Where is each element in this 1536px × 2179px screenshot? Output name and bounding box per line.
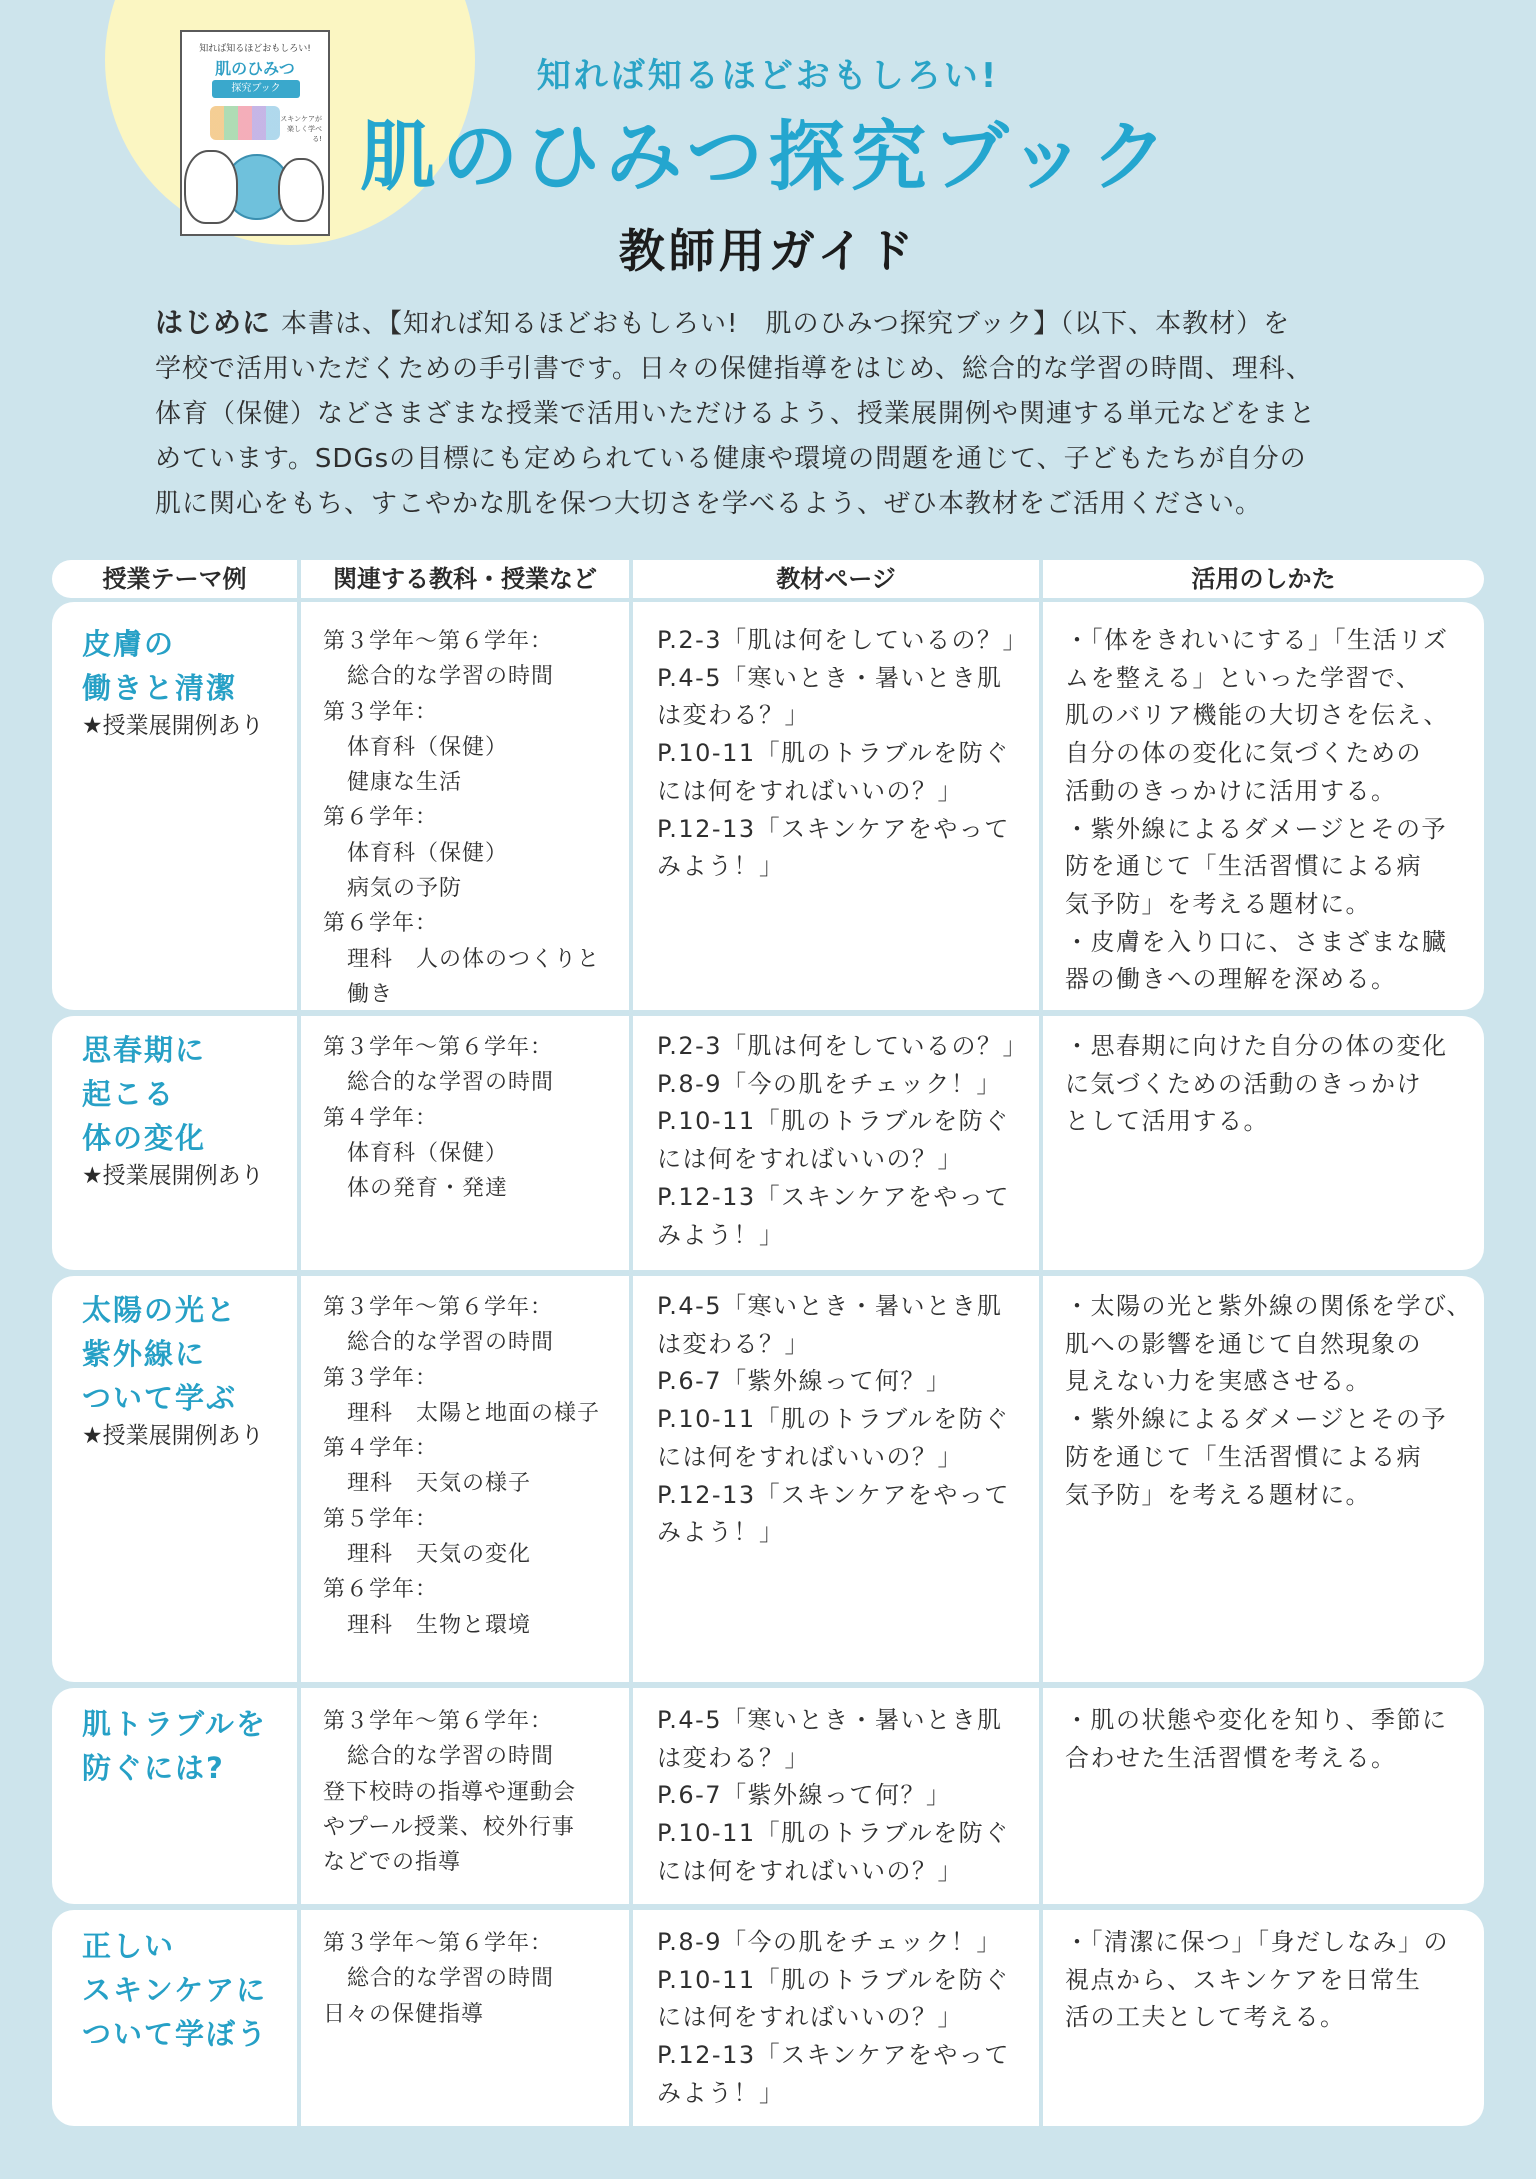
- subject-line: 第３学年〜第６学年：: [323, 629, 554, 654]
- usage-bullet: [1065, 811, 1474, 924]
- intro-paragraph: [155, 300, 1395, 527]
- subjects-cell: [323, 624, 625, 1012]
- header-pages: 教材ページ: [776, 565, 896, 593]
- usage-line: 防を通じて「生活習慣による病: [1065, 852, 1422, 881]
- subjects-cell: [323, 1926, 625, 2032]
- subject-line: 体の発育・発達: [347, 1176, 509, 1202]
- usage-line: 器の働きへの理解を深める。: [1065, 965, 1397, 994]
- cover-side-text: スキンケアが楽しく学べる!: [280, 115, 322, 143]
- usage-line: として活用する。: [1065, 1107, 1269, 1136]
- column-divider: [297, 1688, 301, 1904]
- cover-top-text: 知れば知るほどおもしろい!: [199, 44, 311, 54]
- table-row: [52, 1688, 1484, 1904]
- subject-line: 理科 生物と環境: [347, 1612, 532, 1638]
- usage-line: ・「体をきれいにする」「生活リズ: [1065, 626, 1449, 654]
- subject-line: 第３学年：: [323, 699, 439, 725]
- page-reference-line: P.2-3「肌は何をしているの？」: [657, 626, 1029, 654]
- page-reference-line: P.8-9「今の肌をチェック！」: [657, 1928, 1002, 1956]
- subject-line: 体育科（保健）: [347, 734, 509, 760]
- theme-title-line: 起こる: [82, 1077, 176, 1111]
- usage-line: ・思春期に向けた自分の体の変化: [1065, 1032, 1448, 1060]
- page-reference-line: P.12-13「スキンケアをやって: [657, 1182, 1010, 1211]
- theme-title-line: 紫外線に: [82, 1337, 207, 1371]
- subject-line: 理科 天気の変化: [347, 1542, 532, 1568]
- page-header: [0, 0, 1536, 290]
- subject-line: 理科 天気の様子: [347, 1471, 532, 1497]
- column-divider: [629, 1276, 633, 1682]
- subject-line: 総合的な学習の時間: [347, 1966, 555, 1992]
- cover-title: 肌のひみつ: [215, 59, 295, 78]
- subject-line: 登下校時の指導や運動会: [323, 1779, 577, 1805]
- page-reference-line: P.10-11「肌のトラブルを防ぐ: [657, 739, 1010, 768]
- pages-cell: [657, 1702, 1035, 1891]
- intro-line: 肌に関心をもち、すこやかな肌を保つ大切さを学べるよう、ぜひ本教材をご活用ください。: [155, 489, 1263, 519]
- page-reference-line: みよう！」: [657, 1220, 785, 1249]
- intro-line: めています。SDGsの目標にも定められている健康や環境の問題を通じて、子どもたちが自分の: [155, 444, 1307, 474]
- column-divider: [1039, 1688, 1043, 1904]
- page-reference-line: P.10-11「肌のトラブルを防ぐ: [657, 1405, 1010, 1434]
- page-reference-line: P.4-5「寒いとき・暑いとき肌: [657, 663, 1003, 692]
- usage-line: ムを整える」といった学習で、: [1065, 663, 1422, 692]
- table-row: [52, 1910, 1484, 2126]
- table-row: [52, 1276, 1484, 1682]
- page-reference-line: には何をすればいいの？」: [657, 2003, 963, 2032]
- column-divider: [1039, 1016, 1043, 1270]
- column-divider: [1039, 602, 1043, 1010]
- column-divider: [629, 1016, 633, 1270]
- column-divider: [297, 1910, 301, 2126]
- usage-cell: [1065, 1288, 1474, 1514]
- tagline: 知れば知るほどおもしろい!: [536, 56, 1000, 96]
- page-reference-line: P.2-3「肌は何をしているの？」: [657, 1032, 1029, 1060]
- page-reference-line: P.6-7「紫外線って何？」: [657, 1781, 952, 1810]
- subject-line: 第５学年：: [323, 1506, 439, 1532]
- subject-line: 第４学年：: [323, 1436, 439, 1462]
- subject-line: 総合的な学習の時間: [347, 1744, 555, 1770]
- subject-line: 体育科（保健）: [347, 840, 509, 866]
- subject-line: 総合的な学習の時間: [347, 1070, 555, 1096]
- pages-cell: [657, 622, 1035, 886]
- usage-bullet: [1065, 1028, 1474, 1141]
- intro-text: 本書は、【知れば知るほどおもしろい! 肌のひみつ探究ブック】（以下、本教材）を: [281, 309, 1291, 339]
- cover-boy-illustration: [278, 158, 324, 222]
- column-divider: [297, 1016, 301, 1270]
- page-reference-line: みよう！」: [657, 852, 785, 881]
- usage-line: ・太陽の光と紫外線の関係を学び、: [1065, 1292, 1473, 1320]
- table-row: [52, 1016, 1484, 1270]
- subject-line: などでの指導: [323, 1850, 462, 1876]
- usage-line: 見えない力を実感させる。: [1065, 1367, 1371, 1396]
- usage-bullet: [1065, 622, 1474, 811]
- subjects-cell: [323, 1290, 625, 1643]
- page-reference-line: には何をすればいいの？」: [657, 1856, 963, 1885]
- theme-title-line: 太陽の光と: [82, 1293, 238, 1327]
- subject-line: やプール授業、校外行事: [323, 1814, 575, 1840]
- usage-line: 活動のきっかけに活用する。: [1065, 776, 1397, 805]
- column-divider: [1039, 1276, 1043, 1682]
- usage-line: 防を通じて「生活習慣による病: [1065, 1442, 1422, 1471]
- page-reference-line: P.8-9「今の肌をチェック！」: [657, 1069, 1002, 1098]
- subject-line: 健康な生活: [347, 770, 463, 796]
- usage-line: 合わせた生活習慣を考える。: [1065, 1743, 1397, 1772]
- header-theme: 授業テーマ例: [102, 565, 247, 593]
- theme-title-line: 体の変化: [82, 1121, 207, 1155]
- cover-characters-illustration: [210, 106, 280, 140]
- subject-line: 病気の予防: [347, 876, 463, 902]
- usage-line: 肌のバリア機能の大切さを伝え、: [1065, 701, 1449, 730]
- usage-bullet: [1065, 924, 1474, 999]
- subject-line: 第６学年：: [323, 911, 439, 937]
- subject-line: 第３学年〜第６学年：: [323, 1709, 554, 1734]
- subjects-cell: [323, 1704, 625, 1880]
- table-header: [52, 560, 1484, 598]
- usage-bullet: [1065, 1924, 1474, 2037]
- subject-line: 第３学年：: [323, 1365, 439, 1391]
- page-reference-line: は変わる？」: [657, 1329, 810, 1358]
- page-reference-line: P.10-11「肌のトラブルを防ぐ: [657, 1819, 1010, 1848]
- usage-line: 自分の体の変化に気づくための: [1065, 739, 1422, 768]
- theme-title-line: 肌トラブルを: [82, 1707, 267, 1741]
- subjects-cell: [323, 1030, 625, 1206]
- usage-line: ・紫外線によるダメージとその予: [1065, 1405, 1448, 1434]
- theme-title-line: 皮膚の: [82, 627, 176, 661]
- usage-line: ・「清潔に保つ」「身だしなみ」の: [1065, 1928, 1449, 1956]
- usage-bullet: [1065, 1288, 1474, 1401]
- theme-title-line: 防ぐには?: [82, 1751, 225, 1785]
- subject-line: 第６学年：: [323, 805, 439, 831]
- page-reference-line: みよう！」: [657, 1518, 785, 1547]
- header-usage: 活用のしかた: [1191, 565, 1336, 593]
- page-reference-line: には何をすればいいの？」: [657, 776, 963, 805]
- theme-title-line: 思春期に: [82, 1033, 207, 1067]
- theme-title-line: ついて学ぼう: [82, 2017, 269, 2051]
- page-reference-line: には何をすればいいの？」: [657, 1145, 963, 1174]
- page-reference-line: P.4-5「寒いとき・暑いとき肌: [657, 1706, 1003, 1734]
- usage-line: ・皮膚を入り口に、さまざまな臓: [1065, 927, 1448, 956]
- column-divider: [297, 1276, 301, 1682]
- subject-line: 日々の保健指導: [323, 2001, 485, 2027]
- page-subtitle: 教師用ガイド: [618, 224, 918, 278]
- subject-line: 理科 人の体のつくりと: [347, 946, 601, 972]
- cover-girl-illustration: [184, 150, 238, 224]
- lesson-example-badge: ★授業展開例あり: [82, 713, 264, 739]
- theme-cell: [82, 622, 297, 742]
- intro-line: 学校で活用いただくための手引書です。日々の保健指導をはじめ、総合的な学習の時間、理科、: [155, 354, 1313, 384]
- page-title: 肌のひみつ探究ブック: [360, 112, 1174, 201]
- pages-cell: [657, 1028, 1035, 1254]
- column-divider: [1039, 1910, 1043, 2126]
- usage-line: ・紫外線によるダメージとその予: [1065, 814, 1448, 843]
- usage-cell: [1065, 1028, 1474, 1141]
- theme-title-line: ついて学ぶ: [82, 1381, 238, 1415]
- usage-cell: [1065, 622, 1474, 999]
- usage-line: ・肌の状態や変化を知り、季節に: [1065, 1706, 1448, 1734]
- page-reference-line: には何をすればいいの？」: [657, 1442, 963, 1471]
- subject-line: 総合的な学習の時間: [347, 664, 555, 690]
- header-subjects: 関連する教科・授業など: [333, 565, 597, 593]
- usage-bullet: [1065, 1401, 1474, 1514]
- column-divider: [629, 1688, 633, 1904]
- subject-line: 体育科（保健）: [347, 1140, 509, 1166]
- subject-line: 理科 太陽と地面の様子: [347, 1400, 601, 1426]
- subject-line: 第６学年：: [323, 1577, 439, 1603]
- usage-line: 視点から、スキンケアを日常生: [1065, 1965, 1422, 1994]
- usage-line: に気づくための活動のきっかけ: [1065, 1069, 1422, 1098]
- usage-cell: [1065, 1924, 1474, 2037]
- pages-cell: [657, 1924, 1035, 2113]
- intro-line: [155, 300, 1395, 347]
- page-reference-line: は変わる？」: [657, 1743, 810, 1772]
- theme-title-line: 働きと清潔: [82, 671, 238, 705]
- theme-cell: [82, 1288, 297, 1452]
- lesson-example-badge: ★授業展開例あり: [82, 1423, 264, 1449]
- subject-line: 第３学年〜第６学年：: [323, 1931, 554, 1956]
- column-divider: [629, 602, 633, 1010]
- intro-lead: はじめに: [155, 306, 272, 339]
- usage-line: 気予防」を考える題材に。: [1065, 1480, 1371, 1509]
- column-divider: [297, 602, 301, 1010]
- page-reference-line: P.6-7「紫外線って何？」: [657, 1367, 952, 1396]
- subject-line: 総合的な学習の時間: [347, 1330, 555, 1356]
- page-reference-line: P.4-5「寒いとき・暑いとき肌: [657, 1292, 1003, 1320]
- subject-line: 第４学年：: [323, 1105, 439, 1131]
- usage-line: 活の工夫として考える。: [1065, 2003, 1346, 2032]
- page-reference-line: は変わる？」: [657, 701, 810, 730]
- subject-line: 第３学年〜第６学年：: [323, 1035, 554, 1060]
- column-divider: [629, 1910, 633, 2126]
- usage-bullet: [1065, 1702, 1474, 1777]
- table-row: [52, 602, 1484, 1010]
- page-reference-line: みよう！」: [657, 2078, 785, 2107]
- page-reference-line: P.12-13「スキンケアをやって: [657, 1480, 1010, 1509]
- usage-cell: [1065, 1702, 1474, 1777]
- cover-badge: 探究ブック: [212, 80, 300, 98]
- theme-title-line: 正しい: [82, 1929, 176, 1963]
- usage-line: 気予防」を考える題材に。: [1065, 889, 1371, 918]
- lesson-example-badge: ★授業展開例あり: [82, 1163, 264, 1189]
- theme-cell: [82, 1702, 297, 1790]
- theme-title-line: スキンケアに: [82, 1973, 268, 2007]
- intro-line: 体育（保健）などさまざまな授業で活用いただけるよう、授業展開例や関連する単元などをまと: [155, 399, 1317, 429]
- subject-line: 第３学年〜第６学年：: [323, 1295, 554, 1320]
- theme-cell: [82, 1028, 297, 1192]
- pages-cell: [657, 1288, 1035, 1552]
- subject-line: 働き: [347, 981, 394, 1007]
- page-reference-line: P.12-13「スキンケアをやって: [657, 814, 1010, 843]
- page-reference-line: P.10-11「肌のトラブルを防ぐ: [657, 1965, 1010, 1994]
- usage-line: 肌への影響を通じて自然現象の: [1065, 1329, 1422, 1358]
- page-reference-line: P.12-13「スキンケアをやって: [657, 2041, 1010, 2070]
- theme-cell: [82, 1924, 297, 2056]
- page-reference-line: P.10-11「肌のトラブルを防ぐ: [657, 1107, 1010, 1136]
